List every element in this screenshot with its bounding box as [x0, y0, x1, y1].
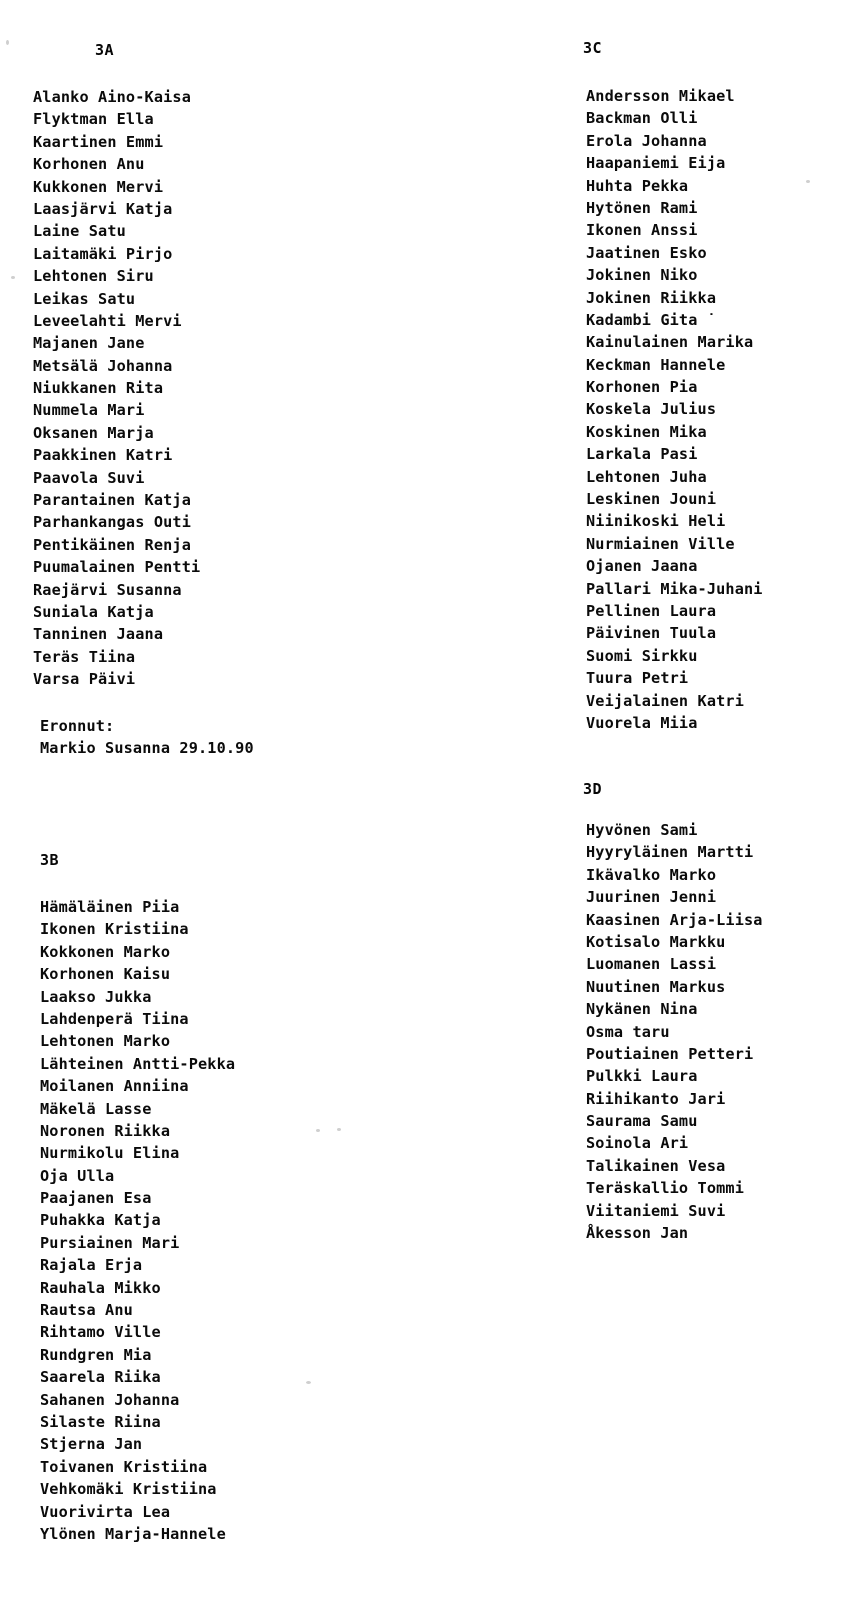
- list-item: Viitaniemi Suvi: [586, 1201, 726, 1220]
- list-item: Toivanen Kristiina: [40, 1457, 208, 1476]
- list-item: Suomi Sirkku: [586, 646, 698, 665]
- list-item: Lehtonen Juha: [586, 467, 707, 486]
- group-3d-name-list: [586, 819, 763, 1244]
- list-item: Vuorivirta Lea: [40, 1502, 171, 1521]
- list-item: Juurinen Jenni: [586, 888, 717, 907]
- list-item: Laasjärvi Katja: [33, 199, 173, 218]
- list-item: Oja Ulla: [40, 1166, 115, 1185]
- list-item: Soinola Ari: [586, 1134, 689, 1153]
- list-item: Rauhala Mikko: [40, 1278, 161, 1297]
- list-item: Korhonen Kaisu: [40, 965, 171, 984]
- list-item: Jokinen Riikka: [586, 288, 717, 307]
- list-item: Paavola Suvi: [33, 468, 145, 487]
- list-item: Parhankangas Outi: [33, 513, 191, 532]
- list-item: Backman Olli: [586, 109, 698, 128]
- list-item: Pellinen Laura: [586, 601, 717, 620]
- list-item: Pentikäinen Renja: [33, 535, 191, 554]
- list-item: Noronen Riikka: [40, 1121, 171, 1140]
- list-item: Nummela Mari: [33, 401, 145, 420]
- list-item: Kotisalo Markku: [586, 932, 726, 951]
- group-3a-note-label: Eronnut:: [40, 717, 115, 735]
- list-item: Suniala Katja: [33, 602, 154, 621]
- list-item: Leveelahti Mervi: [33, 311, 182, 330]
- list-item: Ikonen Anssi: [586, 221, 698, 240]
- list-item: Mäkelä Lasse: [40, 1099, 152, 1118]
- list-item: Paakkinen Katri: [33, 446, 173, 465]
- list-item: Poutiainen Petteri: [586, 1044, 754, 1063]
- right-column: [520, 0, 860, 1602]
- list-item: Puumalainen Pentti: [33, 558, 201, 577]
- list-item: Pulkki Laura: [586, 1067, 698, 1086]
- list-item: Ylönen Marja-Hannele: [40, 1524, 226, 1543]
- list-item: Tanninen Jaana: [33, 625, 164, 644]
- list-item: Kukkonen Mervi: [33, 177, 164, 196]
- list-item: Flyktman Ella: [33, 110, 154, 129]
- list-item: Lähteinen Antti-Pekka: [40, 1054, 236, 1073]
- group-3b-name-list: [40, 896, 235, 1545]
- list-item: Kaasinen Arja-Liisa: [586, 910, 763, 929]
- list-item: Parantainen Katja: [33, 491, 191, 510]
- group-3c-name-list: [586, 85, 763, 734]
- list-item: Niukkanen Rita: [33, 379, 164, 398]
- list-item: Ikonen Kristiina: [40, 920, 189, 939]
- list-item: Leikas Satu: [33, 289, 136, 308]
- list-item: Huhta Pekka: [586, 176, 689, 195]
- list-item: Puhakka Katja: [40, 1211, 161, 1230]
- list-item: Kaartinen Emmi: [33, 132, 164, 151]
- group-3a-note: [40, 715, 254, 760]
- list-item: Kokkonen Marko: [40, 942, 171, 961]
- list-item: Ojanen Jaana: [586, 557, 698, 576]
- list-item: Laine Satu: [33, 222, 126, 241]
- list-item: Lehtonen Marko: [40, 1032, 171, 1051]
- list-item: Stjerna Jan: [40, 1435, 143, 1454]
- list-item: Lehtonen Siru: [33, 267, 154, 286]
- list-item: Metsälä Johanna: [33, 356, 173, 375]
- list-item: Larkala Pasi: [586, 445, 698, 464]
- list-item: Hyyryläinen Martti: [586, 843, 754, 862]
- list-item: Osma taru: [586, 1022, 670, 1041]
- list-item: Hyvönen Sami: [586, 821, 698, 839]
- list-item: Silaste Riina: [40, 1412, 161, 1431]
- list-item: Haapaniemi Eija: [586, 154, 726, 173]
- list-item: Alanko Aino-Kaisa: [33, 88, 191, 106]
- list-item: Talikainen Vesa: [586, 1156, 726, 1175]
- group-3d-heading: 3D: [583, 780, 603, 798]
- list-item: Raejärvi Susanna: [33, 580, 182, 599]
- list-item: Nuutinen Markus: [586, 977, 726, 996]
- group-3a-heading: 3A: [95, 41, 115, 59]
- list-item: Tuura Petri: [586, 669, 689, 688]
- list-item: Korhonen Pia: [586, 378, 698, 397]
- list-item: Koskinen Mika: [586, 422, 707, 441]
- list-item: Rajala Erja: [40, 1256, 143, 1275]
- list-item: Moilanen Anniina: [40, 1077, 189, 1096]
- list-item: Rautsa Anu: [40, 1301, 133, 1320]
- list-item: Oksanen Marja: [33, 423, 154, 442]
- list-item: Keckman Hannele: [586, 355, 726, 374]
- group-3a-name-list: [33, 86, 200, 691]
- list-item: Ikävalko Marko: [586, 865, 717, 884]
- list-item: Veijalainen Katri: [586, 691, 744, 710]
- list-item: Saurama Samu: [586, 1112, 698, 1131]
- list-item: Hytönen Rami: [586, 198, 698, 217]
- list-item: Rihtamo Ville: [40, 1323, 161, 1342]
- list-item: Laitamäki Pirjo: [33, 244, 173, 263]
- list-item: Erola Johanna: [586, 131, 707, 150]
- list-item: Vuorela Miia: [586, 713, 698, 732]
- list-item: Päivinen Tuula: [586, 624, 717, 643]
- list-item: Saarela Riika: [40, 1368, 161, 1387]
- list-item: Jaatinen Esko: [586, 243, 707, 262]
- list-item: Paajanen Esa: [40, 1189, 152, 1208]
- list-item: Andersson Mikael: [586, 87, 735, 105]
- group-3c-heading: 3C: [583, 39, 603, 57]
- list-item: Nurmiainen Ville: [586, 534, 735, 553]
- list-item: Pursiainen Mari: [40, 1233, 180, 1252]
- list-item: Hämäläinen Piia: [40, 898, 180, 916]
- list-item: Varsa Päivi: [33, 670, 136, 689]
- list-item: Nykänen Nina: [586, 1000, 698, 1019]
- list-item: Majanen Jane: [33, 334, 145, 353]
- list-item: Korhonen Anu: [33, 155, 145, 174]
- group-3b-heading: 3B: [40, 851, 60, 869]
- list-item: Nurmikolu Elina: [40, 1144, 180, 1163]
- list-item: Sahanen Johanna: [40, 1390, 180, 1409]
- list-item: Lahdenperä Tiina: [40, 1009, 189, 1028]
- list-item: Laakso Jukka: [40, 987, 152, 1006]
- list-item: Åkesson Jan: [586, 1224, 689, 1243]
- list-item: Teräskallio Tommi: [586, 1179, 744, 1198]
- list-item: Kainulainen Marika: [586, 333, 754, 352]
- list-item: Rundgren Mia: [40, 1345, 152, 1364]
- list-item: Vehkomäki Kristiina: [40, 1480, 217, 1499]
- list-item: Riihikanto Jari: [586, 1089, 726, 1108]
- list-item: Leskinen Jouni: [586, 490, 717, 509]
- list-item: Jokinen Niko: [586, 266, 698, 285]
- list-item: Pallari Mika-Juhani: [586, 579, 763, 598]
- group-3a-note-entry: Markio Susanna 29.10.90: [40, 739, 254, 758]
- list-item: Niinikoski Heli: [586, 512, 726, 531]
- list-item: Koskela Julius: [586, 400, 717, 419]
- list-item: Kadambi Gita ˙: [586, 310, 717, 329]
- list-item: Teräs Tiina: [33, 647, 136, 666]
- list-item: Luomanen Lassi: [586, 955, 717, 974]
